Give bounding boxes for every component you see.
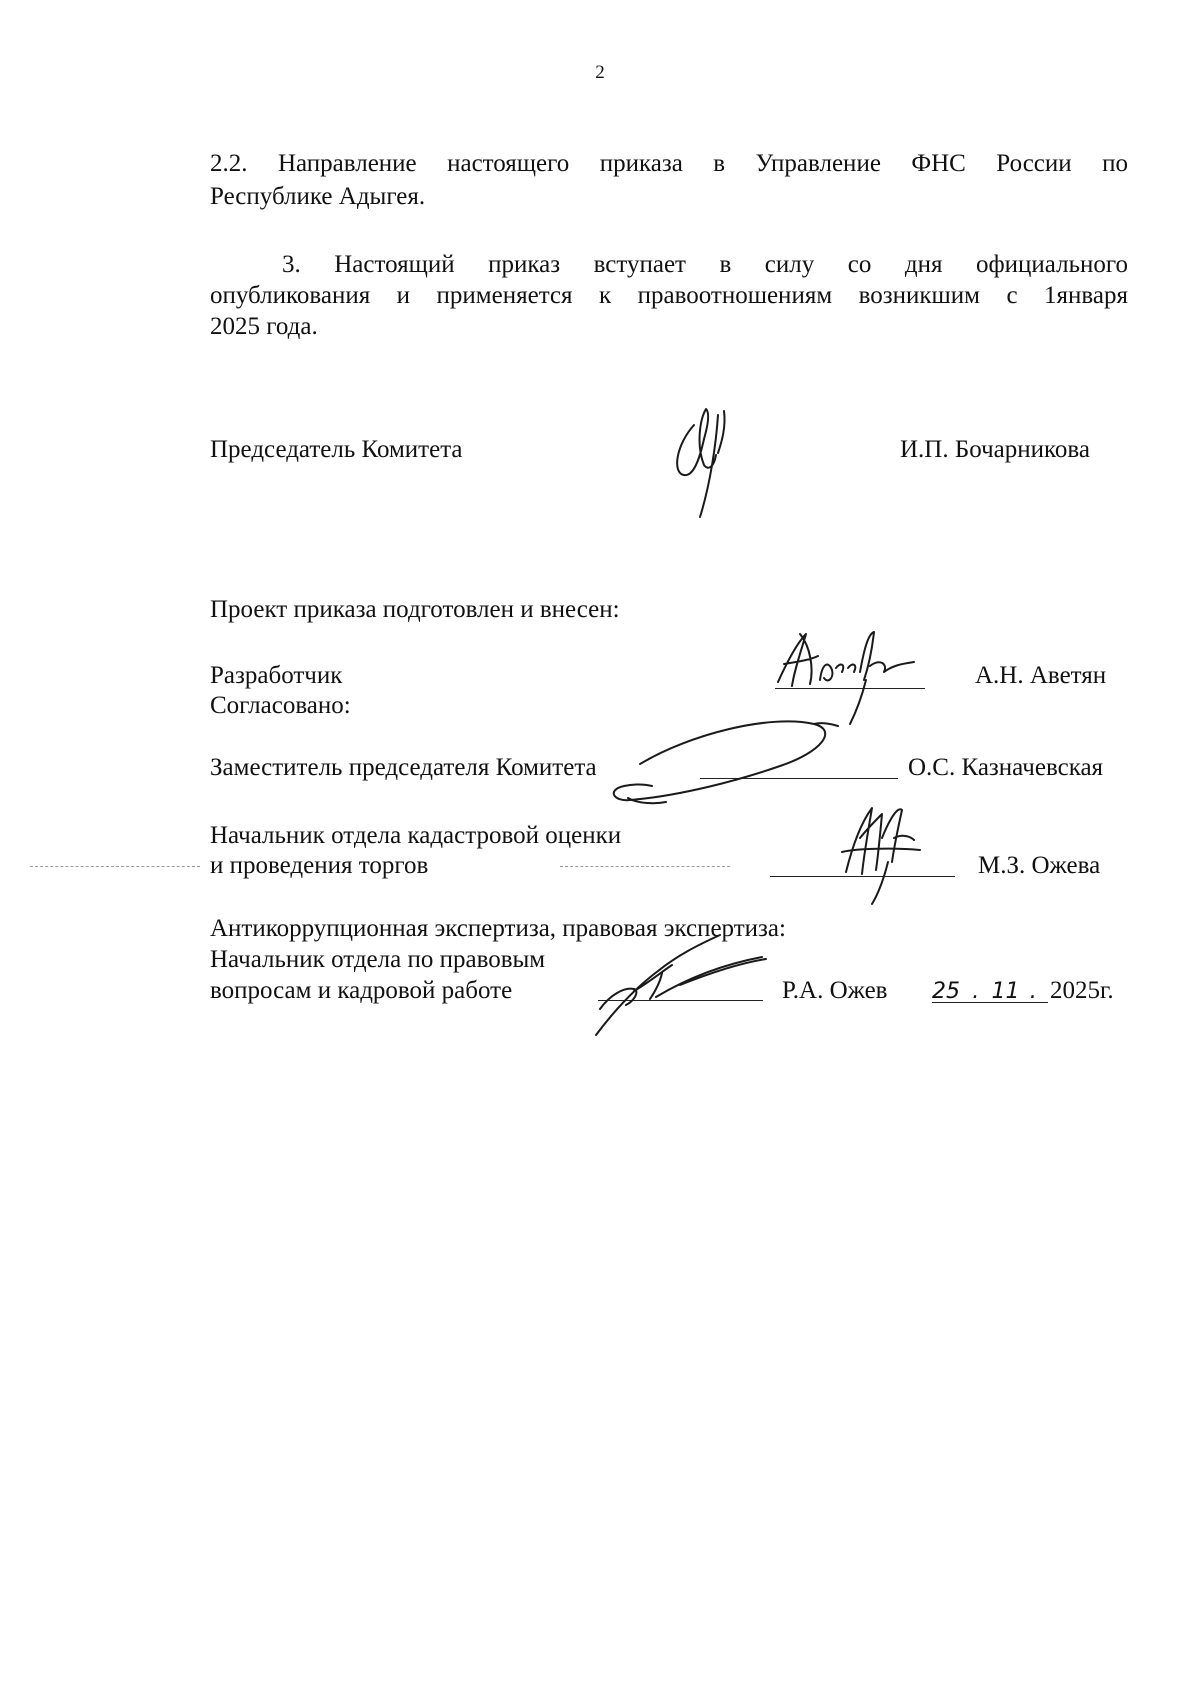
- date-separator: .: [972, 979, 980, 1004]
- chairman-name: И.П. Бочарникова: [900, 436, 1090, 463]
- expertise-line: Антикоррупционная экспертиза, правовая экспертиза:: [210, 915, 786, 942]
- date-year: 2025г.: [1050, 977, 1114, 1004]
- date-day: 25: [932, 979, 960, 1004]
- cadastral-head-title-line-1: Начальник отдела кадастровой оценки: [210, 822, 622, 849]
- deputy-title: Заместитель председателя Комитета: [210, 754, 597, 781]
- legal-head-title-line-1: Начальник отдела по правовым: [210, 946, 546, 973]
- cadastral-head-title-line-2: и проведения торгов: [210, 852, 429, 879]
- section-2-2-line-2: Республике Адыгея.: [210, 183, 426, 210]
- date-month: 11: [991, 979, 1020, 1004]
- date-underline: [932, 1002, 1048, 1003]
- deputy-signature: [600, 700, 860, 820]
- section-3-line-3: 2025 года.: [210, 313, 318, 340]
- deputy-name: О.С. Казначевская: [908, 754, 1104, 781]
- date-separator-2: .: [1029, 979, 1037, 1004]
- section-3-line-2: опубликования и применяется к правоотношениям возникшим с 1января: [210, 282, 1128, 309]
- developer-title: Разработчик: [210, 662, 343, 689]
- page-number: 2: [595, 62, 605, 83]
- cadastral-head-name: М.З. Ожева: [978, 852, 1101, 879]
- cadastral-head-signature: [838, 798, 928, 908]
- legal-head-title-line-2: вопросам и кадровой работе: [210, 977, 513, 1004]
- legal-head-signature: [590, 925, 780, 1045]
- project-note: Проект приказа подготовлен и внесен:: [210, 596, 620, 623]
- chairman-signature: [670, 405, 750, 525]
- section-2-2-line-1: 2.2. Направление настоящего приказа в Управление ФНС России по: [210, 150, 1128, 177]
- agreed-label: Согласовано:: [210, 692, 351, 719]
- developer-name: А.Н. Аветян: [975, 662, 1107, 689]
- scan-artifact-dash-middle: [560, 866, 730, 867]
- scan-artifact-dash-left: [30, 866, 200, 867]
- section-3-line-1: 3. Настоящий приказ вступает в силу со дня официального: [282, 251, 1128, 278]
- chairman-title: Председатель Комитета: [210, 436, 463, 463]
- legal-head-name: Р.А. Ожев: [782, 977, 888, 1004]
